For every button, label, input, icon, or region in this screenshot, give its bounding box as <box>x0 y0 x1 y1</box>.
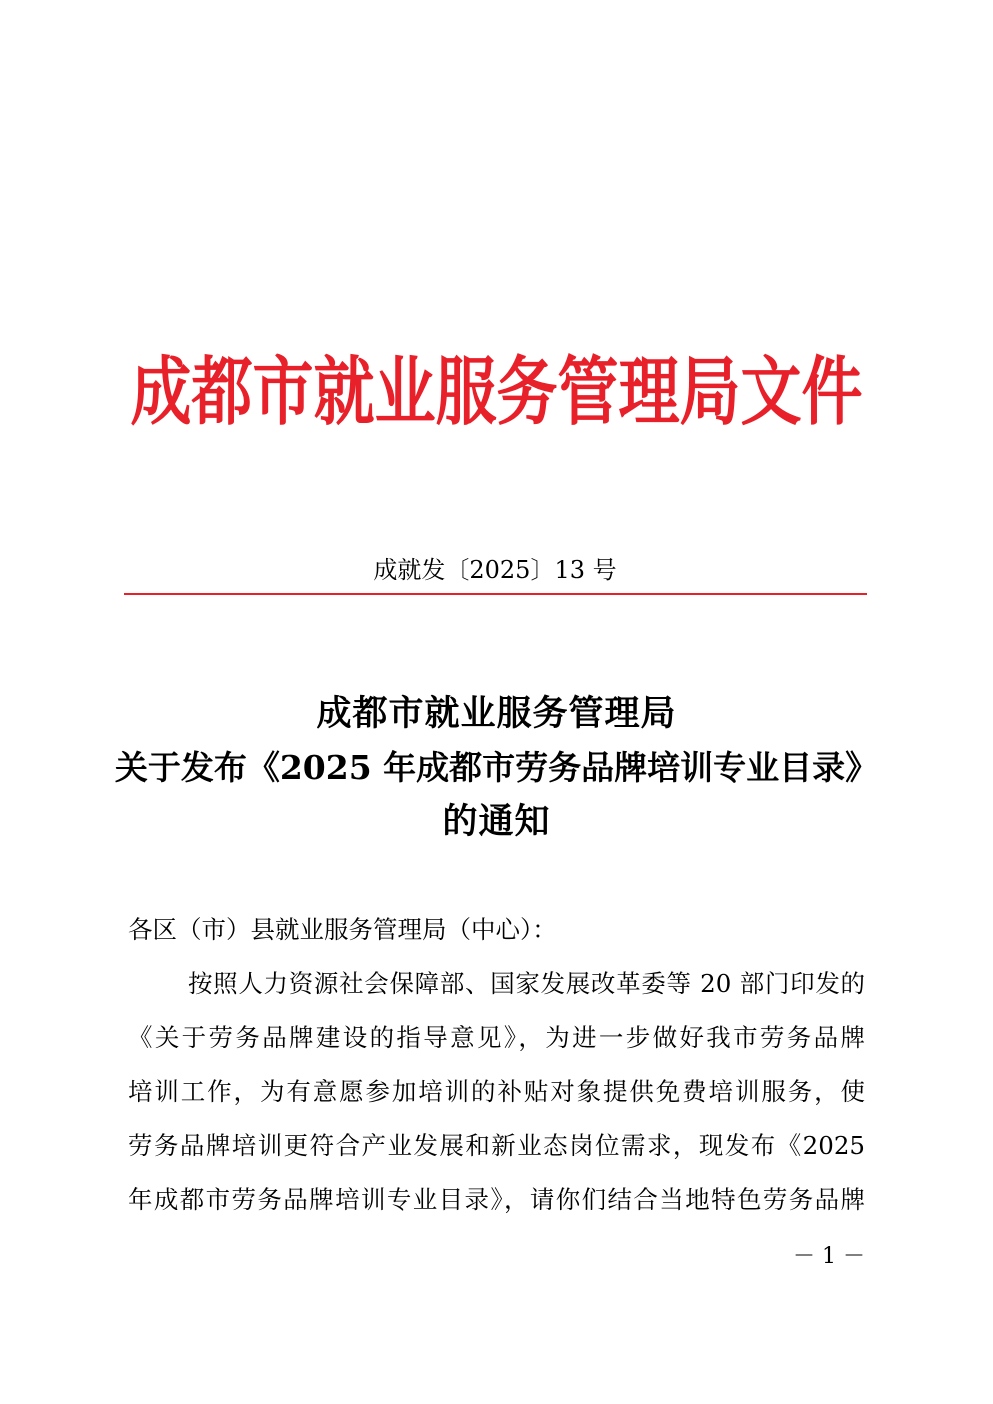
body-line: 劳务品牌培训更符合产业发展和新业态岗位需求，现发布《2025 <box>128 1131 865 1160</box>
body-line: 按照人力资源社会保障部、国家发展改革委等 20 部门印发的 <box>188 969 865 998</box>
notice-title-line: 关于发布《2025 年成都市劳务品牌培训专业目录》 <box>114 748 879 787</box>
header-red-rule <box>124 593 867 595</box>
body-line: 《关于劳务品牌建设的指导意见》，为进一步做好我市劳务品牌 <box>128 1023 865 1052</box>
salutation: 各区（市）县就业服务管理局（中心）： <box>128 915 557 944</box>
body-line: 年成都市劳务品牌培训专业目录》，请你们结合当地特色劳务品牌 <box>128 1185 865 1214</box>
body-line: 培训工作，为有意愿参加培训的补贴对象提供免费培训服务，使 <box>128 1077 865 1106</box>
notice-title-line: 成都市就业服务管理局 <box>316 693 677 734</box>
document-body <box>128 903 865 1227</box>
notice-title <box>0 687 993 849</box>
notice-title-line: 的通知 <box>442 801 551 842</box>
document-header-title: 成都市就业服务管理局文件 <box>130 349 863 436</box>
page-number: － 1 － <box>793 1244 865 1269</box>
document-number: 成就发〔2025〕13 号 <box>373 556 617 584</box>
